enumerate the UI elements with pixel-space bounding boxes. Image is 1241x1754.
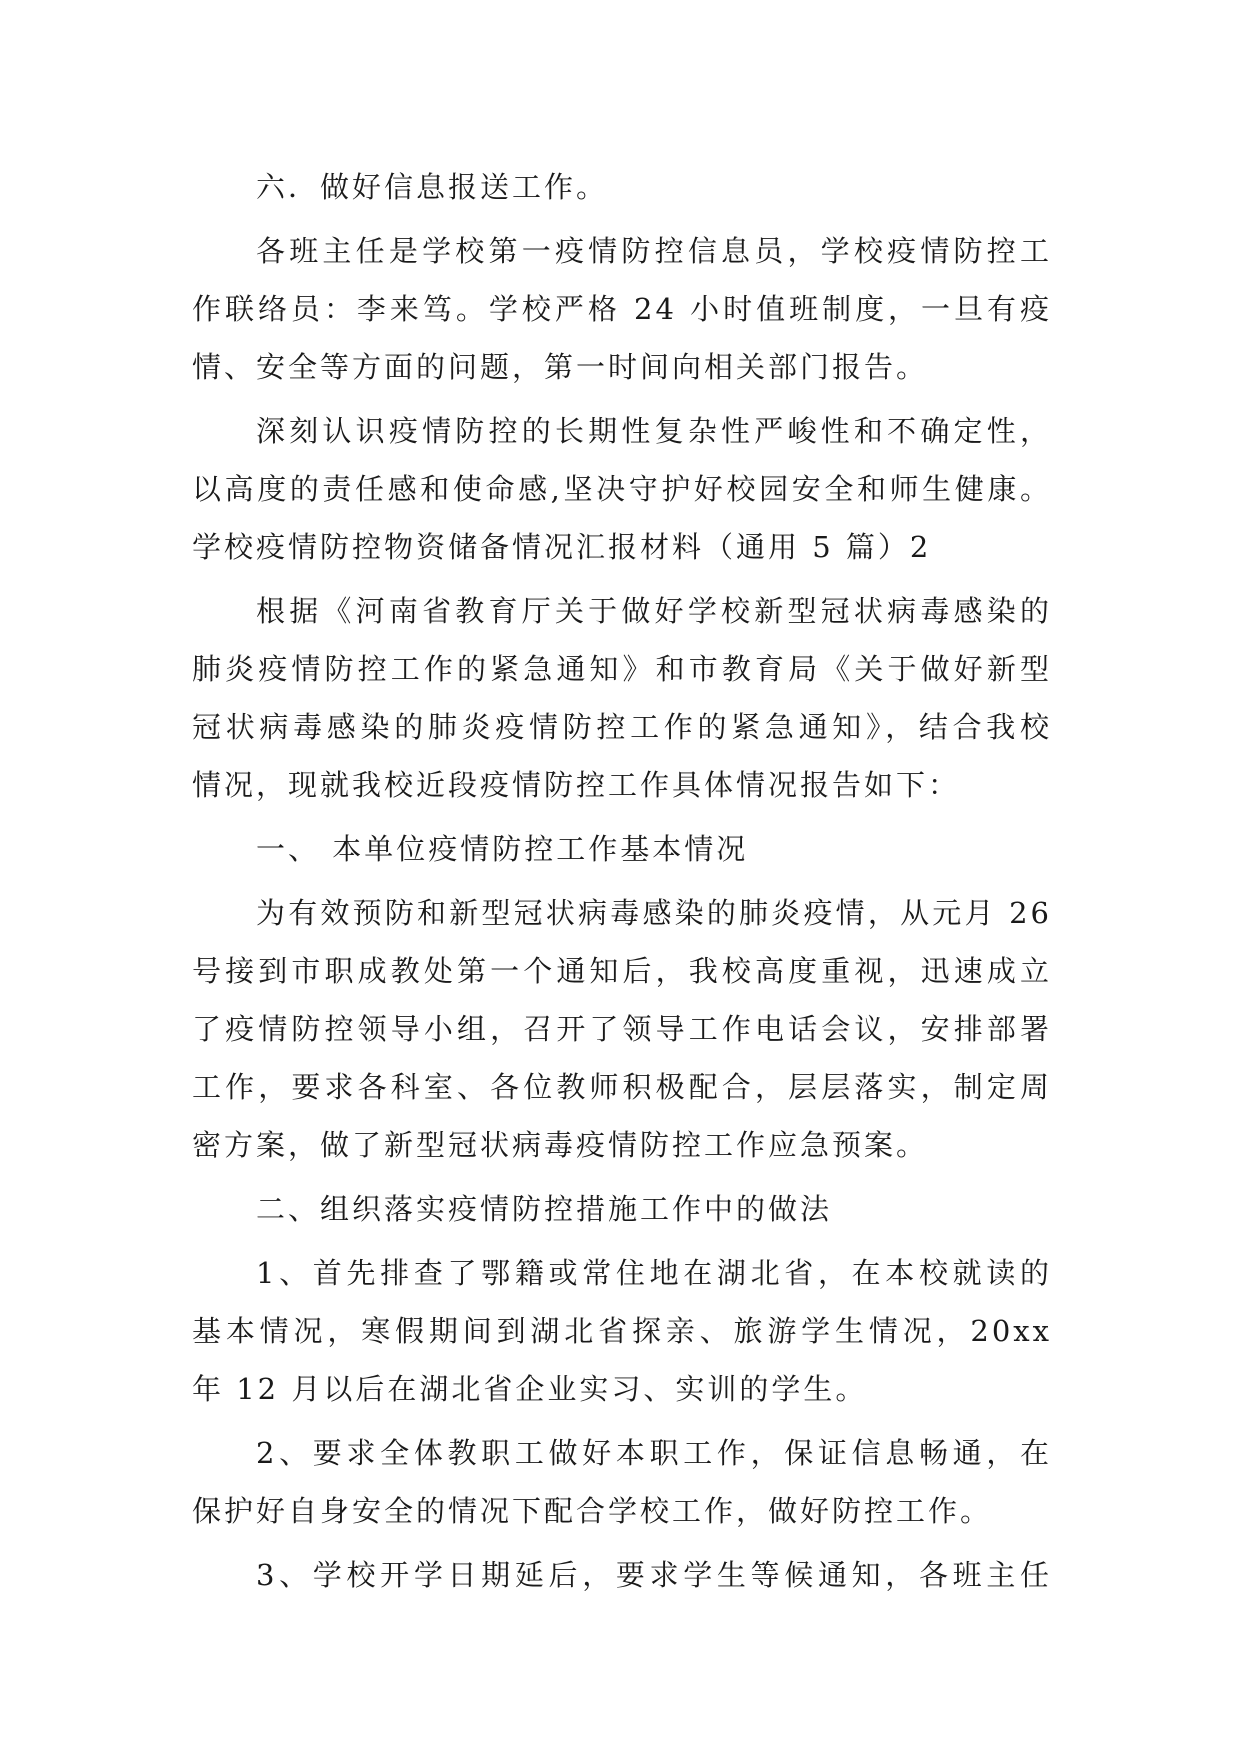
text-line: 为有效预防和新型冠状病毒感染的肺炎疫情，从元月 26 (256, 896, 1052, 930)
text-line: 1、首先排查了鄂籍或常住地在湖北省，在本校就读的 (256, 1256, 1052, 1290)
text-line: 冠状病毒感染的肺炎疫情防控工作的紧急通知》，结合我校 (192, 710, 1052, 744)
text-line: 情、安全等方面的问题，第一时间向相关部门报告。 (192, 350, 929, 384)
text-line: 工作，要求各科室、各位教师积极配合，层层落实，制定周 (192, 1070, 1052, 1104)
text-line: 情况，现就我校近段疫情防控工作具体情况报告如下： (192, 768, 961, 802)
text-line: 作联络员：李来笃。学校严格 24 小时值班制度，一旦有疫 (192, 292, 1052, 326)
text-line: 各班主任是学校第一疫情防控信息员，学校疫情防控工 (256, 234, 1052, 268)
text-line: 学校疫情防控物资储备情况汇报材料（通用 5 篇）2 (192, 530, 932, 564)
document-body (192, 158, 1052, 1604)
text-line: 六．做好信息报送工作。 (256, 170, 609, 204)
text-line: 保护好自身安全的情况下配合学校工作，做好防控工作。 (192, 1494, 993, 1528)
text-line: 基本情况，寒假期间到湖北省探亲、旅游学生情况，20xx (192, 1314, 1052, 1348)
text-line: 根据《河南省教育厅关于做好学校新型冠状病毒感染的 (256, 594, 1052, 628)
text-line: 密方案，做了新型冠状病毒疫情防控工作应急预案。 (192, 1128, 929, 1162)
text-line: 年 12 月以后在湖北省企业实习、实训的学生。 (192, 1372, 868, 1406)
text-line: 3、学校开学日期延后，要求学生等候通知，各班主任 (256, 1558, 1052, 1592)
text-line: 一、 本单位疫情防控工作基本情况 (256, 832, 749, 866)
text-line: 了疫情防控领导小组，召开了领导工作电话会议，安排部署 (192, 1012, 1052, 1046)
text-line: 深刻认识疫情防控的长期性复杂性严峻性和不确定性， (256, 414, 1052, 448)
text-line: 肺炎疫情防控工作的紧急通知》和市教育局《关于做好新型 (192, 652, 1052, 686)
text-line: 二、组织落实疫情防控措施工作中的做法 (256, 1192, 833, 1226)
text-line: 以高度的责任感和使命感,坚决守护好校园安全和师生健康。 (192, 472, 1052, 506)
text-line: 2、要求全体教职工做好本职工作，保证信息畅通，在 (256, 1436, 1052, 1470)
text-line: 号接到市职成教处第一个通知后，我校高度重视，迅速成立 (192, 954, 1052, 988)
